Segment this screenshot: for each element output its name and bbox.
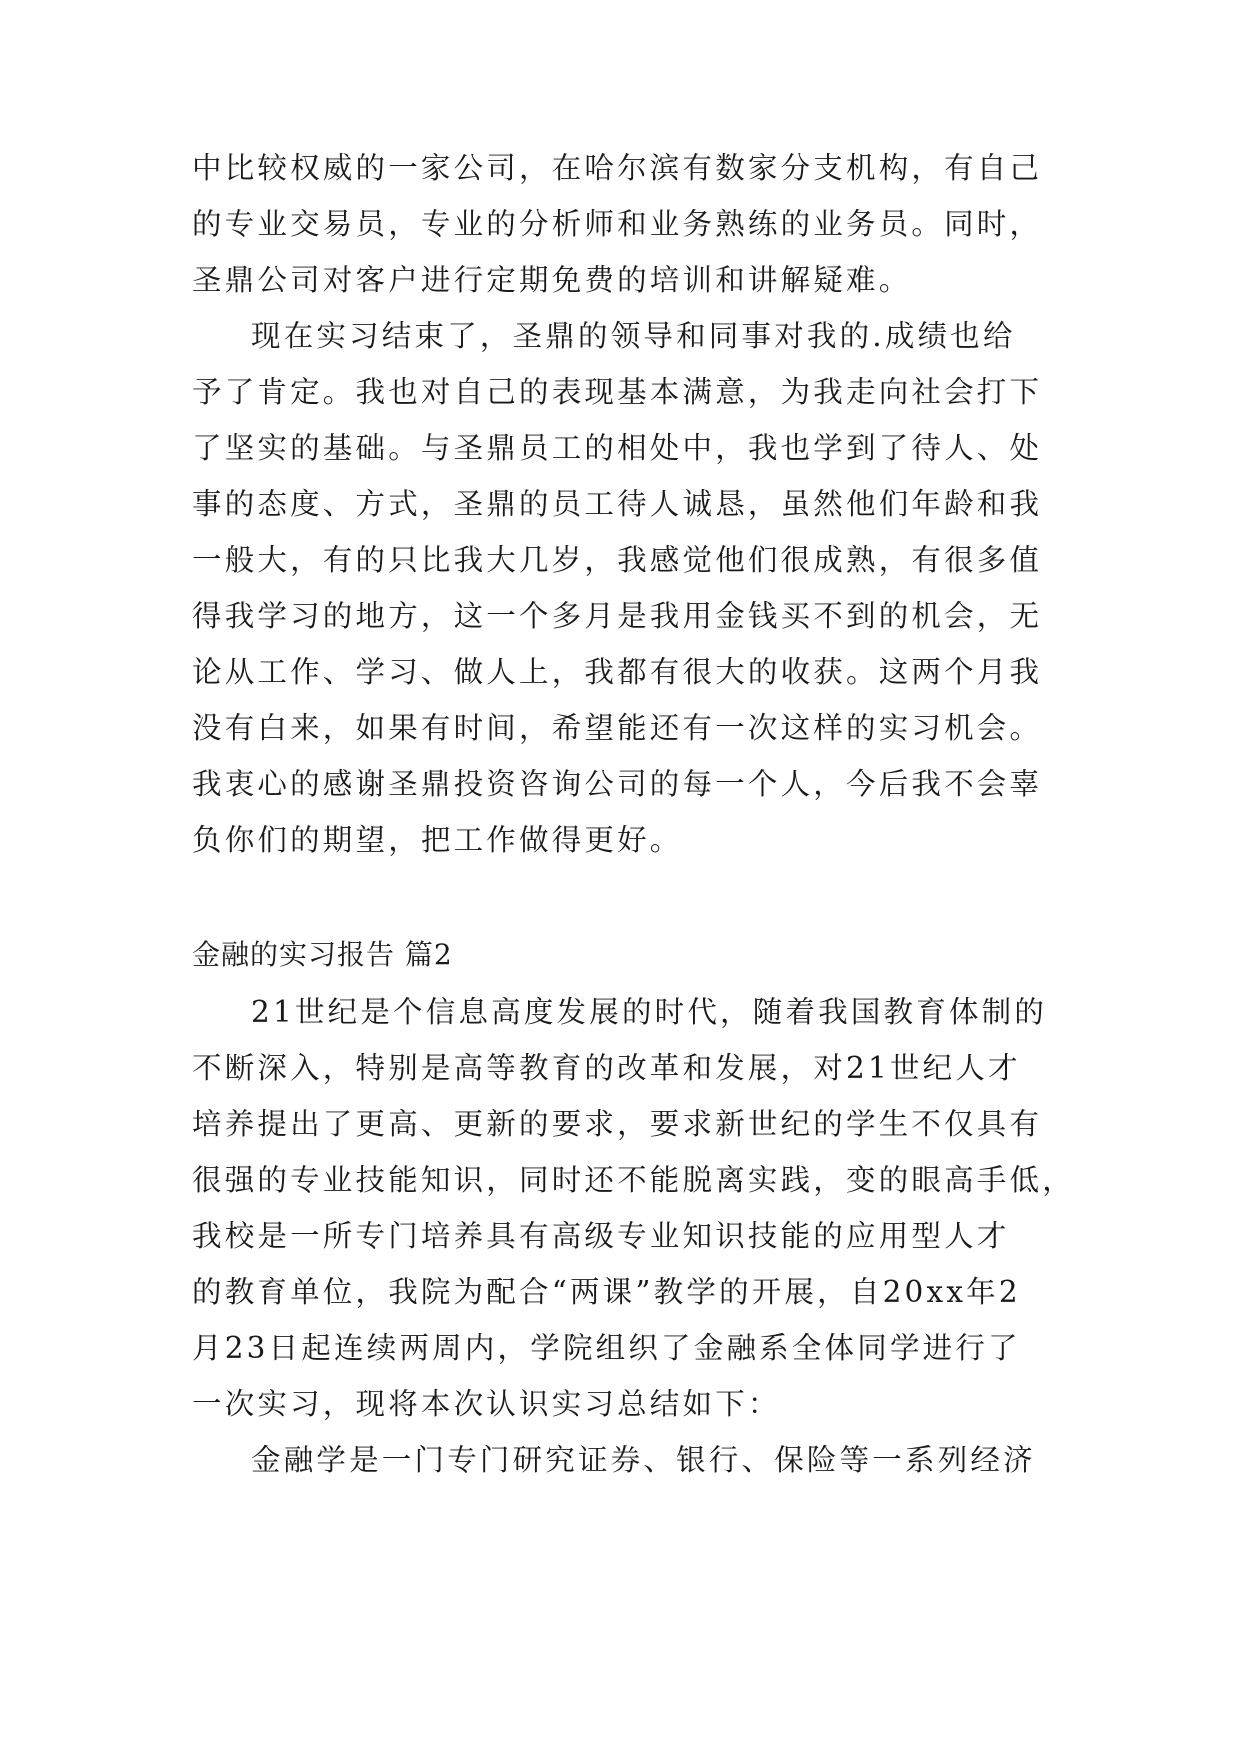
para3-line-8: 一次实习，现将本次认识实习总结如下： (192, 1387, 781, 1421)
para2-line-5: 一般大，有的只比我大几岁，我感觉他们很成熟，有很多值 (192, 543, 1043, 577)
para2-line-9: 我衷心的感谢圣鼎投资咨询公司的每一个人，今后我不会辜 (192, 767, 1043, 801)
para2-line-8: 没有白来，如果有时间，希望能还有一次这样的实习机会。 (192, 711, 1043, 745)
para3-line-6: 的教育单位，我院为配合“两课”教学的开展，自20xx年2 (192, 1275, 1021, 1309)
para2-line-10: 负你们的期望，把工作做得更好。 (192, 823, 683, 857)
para2-line-1: 现在实习结束了，圣鼎的领导和同事对我的.成绩也给 (251, 319, 1016, 353)
para2-line-2: 予了肯定。我也对自己的表现基本满意，为我走向社会打下 (192, 375, 1043, 409)
para3-line-7: 月23日起连续两周内，学院组织了金融系全体同学进行了 (192, 1331, 1021, 1365)
para2-line-4: 事的态度、方式，圣鼎的员工待人诚恳，虽然他们年龄和我 (192, 487, 1043, 521)
para3-line-3: 培养提出了更高、更新的要求，要求新世纪的学生不仅具有 (192, 1107, 1043, 1141)
para4-line-1: 金融学是一门专门研究证券、银行、保险等一系列经济 (251, 1443, 1036, 1477)
para2-line-7: 论从工作、学习、做人上，我都有很大的收获。这两个月我 (192, 655, 1043, 689)
para3-line-5: 我校是一所专门培养具有高级专业知识技能的应用型人才 (192, 1219, 1010, 1253)
para3-line-1: 21世纪是个信息高度发展的时代，随着我国教育体制的 (251, 995, 1048, 1029)
para3-line-2: 不断深入，特别是高等教育的改革和发展，对21世纪人才 (192, 1051, 1021, 1085)
para1-line-1: 中比较权威的一家公司，在哈尔滨有数家分支机构，有自己 (192, 151, 1043, 185)
para1-line-3: 圣鼎公司对客户进行定期免费的培训和讲解疑难。 (192, 263, 912, 297)
para1-line-2: 的专业交易员，专业的分析师和业务熟练的业务员。同时， (192, 207, 1043, 241)
section-heading: 金融的实习报告 篇2 (192, 938, 453, 971)
para3-line-4: 很强的专业技能知识，同时还不能脱离实践，变的眼高手低， (192, 1163, 1075, 1197)
para2-line-6: 得我学习的地方，这一个多月是我用金钱买不到的机会，无 (192, 599, 1043, 633)
para2-line-3: 了坚实的基础。与圣鼎员工的相处中，我也学到了待人、处 (192, 431, 1043, 465)
